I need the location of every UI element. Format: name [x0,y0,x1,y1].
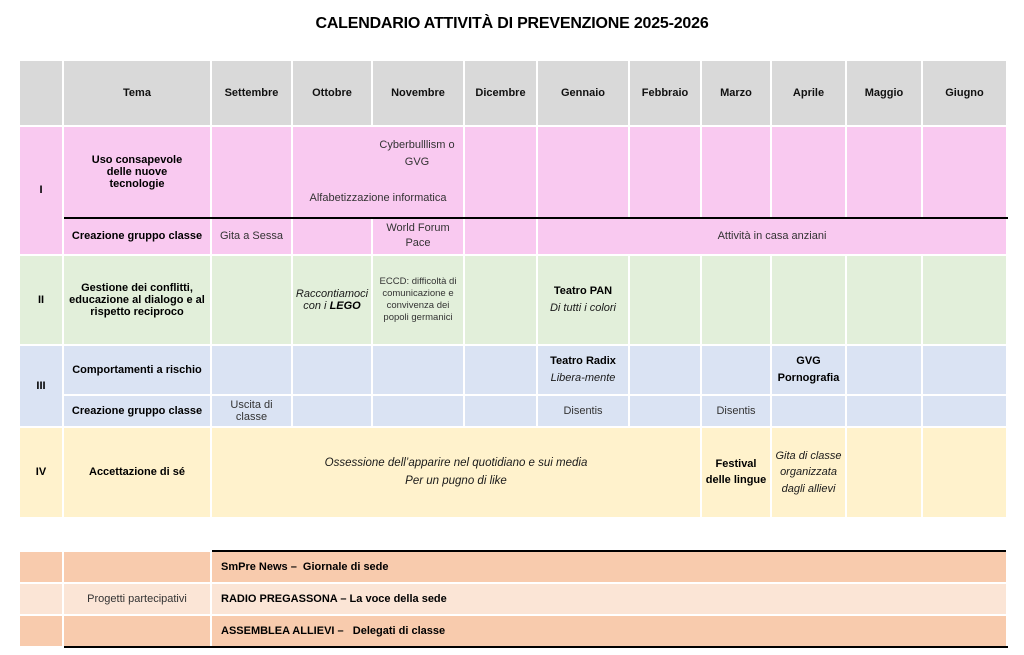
cell-I-ottobre-novembre [292,126,464,218]
column-header-settembre: Settembre [211,60,292,126]
column-header-ottobre: Ottobre [292,60,372,126]
cell-IV-maggio-empty [846,427,922,518]
activity-raccontiamoci-lego [292,255,372,345]
activity-teatro-pan [537,255,629,345]
cell-II-maggio-empty [846,255,922,345]
column-header-dicembre: Dicembre [464,60,537,126]
teatro-pan-subtitle: Di tutti i colori [549,301,617,314]
activity-disentis-gennaio: Disentis [537,395,629,427]
cell-I-gennaio-empty [537,126,629,218]
progetti-row2-left-empty [19,583,63,615]
cell-creazione1-tema: Creazione gruppo classe [63,218,211,255]
column-header-novembre: Novembre [372,60,464,126]
column-header-marzo: Marzo [701,60,771,126]
cell-creazione2-giugno-empty [922,395,1007,427]
cell-II-aprile-empty [771,255,846,345]
project-smpre-news: SmPre News – Giornale di sede [211,551,1007,583]
ossessione-line1: Ossessione dell’apparire nel quotidiano e sui media [324,456,588,469]
theme-row-1b [19,218,1007,255]
row-label-II: II [19,255,63,345]
column-header-tema: Tema [63,60,211,126]
cell-II-dicembre-empty [464,255,537,345]
cell-II-febbraio-empty [629,255,701,345]
cell-I-tema [63,126,211,218]
cell-creazione2-maggio-empty [846,395,922,427]
teatro-radix-title: Teatro Radix [550,355,616,368]
theme-row-3 [19,345,1007,395]
column-header-maggio: Maggio [846,60,922,126]
cell-I-dicembre-empty [464,126,537,218]
cell-III-ottobre-empty [292,345,372,395]
progetti-label: Progetti partecipativi [63,583,211,615]
cell-creazione1-ottobre-empty [292,218,372,255]
progetti-row-1 [19,551,1007,583]
activity-teatro-radix [537,345,629,395]
cell-IV-tema: Accettazione di sé [63,427,211,518]
page-title: CALENDARIO ATTIVITÀ DI PREVENZIONE 2025-2026 [315,15,709,32]
header-row [19,60,1007,126]
progetti-row3-label-empty [63,615,211,647]
progetti-row1-left-empty [19,551,63,583]
cell-creazione2-novembre-empty [372,395,464,427]
column-header-gennaio: Gennaio [537,60,629,126]
activity-casa-anziani: Attività in casa anziani [537,218,1007,255]
activity-disentis-marzo: Disentis [701,395,771,427]
activity-gita-classe-allievi: Gita di classe organizzata dagli allievi [771,427,846,518]
lego-activity-bold: LEGO [329,299,361,312]
activity-cyberbullism-gvg: Cyberbulllism o GVG [379,139,455,168]
activity-ossessione-apparire [211,427,701,518]
cell-creazione2-febbraio-empty [629,395,701,427]
progetti-partecipativi-table [18,550,1008,648]
progetti-row1-label-empty [63,551,211,583]
activity-eccd: ECCD: difficoltà di comunicazione e convivenza dei popoli germanici [372,255,464,345]
cell-III-marzo-empty [701,345,771,395]
cell-II-marzo-empty [701,255,771,345]
activity-alfabetizzazione-informatica: Alfabetizzazione informatica [309,192,447,204]
activity-world-forum-pace: World Forum Pace [372,218,464,255]
column-header-empty [19,60,63,126]
cell-II-tema: Gestione dei conflitti, educazione al dialogo e al rispetto reciproco [63,255,211,345]
cell-III-novembre-empty [372,345,464,395]
column-header-giugno: Giugno [922,60,1007,126]
theme-row-4 [19,427,1007,518]
cell-creazione1-dicembre-empty [464,218,537,255]
cell-I-giugno-empty [922,126,1007,218]
tema-text-I: Uso consapevole delle nuove tecnologie [91,154,183,190]
cell-IV-giugno-empty [922,427,1007,518]
cell-III-febbraio-empty [629,345,701,395]
cell-III-maggio-empty [846,345,922,395]
theme-row-1 [19,126,1007,218]
cell-creazione2-ottobre-empty [292,395,372,427]
cell-I-marzo-empty [701,126,771,218]
teatro-radix-subtitle: Libera-mente [550,371,616,384]
cell-III-dicembre-empty [464,345,537,395]
project-assemblea-allievi: ASSEMBLEA ALLIEVI – Delegati di classe [211,615,1007,647]
cell-III-settembre-empty [211,345,292,395]
row-label-I: I [19,126,63,255]
lego-activity-text: Raccontiamoci con i [295,287,369,312]
activity-festival-lingue: Festival delle lingue [701,427,771,518]
progetti-row-3 [19,615,1007,647]
cell-I-settembre-empty [211,126,292,218]
teatro-pan-title: Teatro PAN [553,285,613,298]
cell-creazione2-tema: Creazione gruppo classe [63,395,211,427]
cell-creazione2-aprile-empty [771,395,846,427]
column-header-febbraio: Febbraio [629,60,701,126]
project-radio-pregassona: RADIO PREGASSONA – La voce della sede [211,583,1007,615]
theme-row-3b [19,395,1007,427]
cell-creazione2-dicembre-empty [464,395,537,427]
cell-I-aprile-empty [771,126,846,218]
cell-I-maggio-empty [846,126,922,218]
activity-gita-a-sessa: Gita a Sessa [211,218,292,255]
cell-I-febbraio-empty [629,126,701,218]
progetti-row-2 [19,583,1007,615]
cell-II-settembre-empty [211,255,292,345]
prevention-calendar-table [18,59,1008,519]
cell-III-tema: Comportamenti a rischio [63,345,211,395]
activity-gvg-pornografia: GVG Pornografia [771,345,846,395]
progetti-row3-left-empty [19,615,63,647]
row-label-III: III [19,345,63,427]
column-header-aprile: Aprile [771,60,846,126]
cyber-wrap [293,130,463,214]
cell-II-giugno-empty [922,255,1007,345]
ossessione-line2: Per un pugno di like [405,475,507,488]
theme-row-2 [19,255,1007,345]
activity-uscita-di-classe: Uscita di classe [211,395,292,427]
row-label-IV: IV [19,427,63,518]
cell-III-giugno-empty [922,345,1007,395]
